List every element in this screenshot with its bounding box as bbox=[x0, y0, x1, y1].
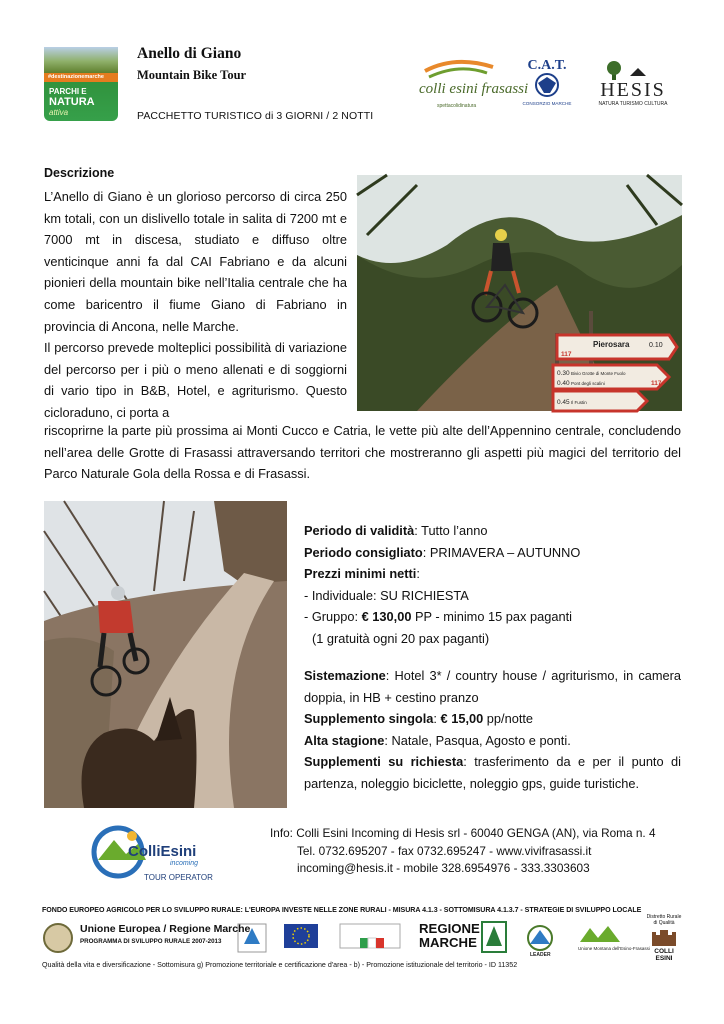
hesis-logo-sub: NATURA TURISMO CULTURA bbox=[598, 101, 668, 107]
package-description: PACCHETTO TURISTICO di 3 GIORNI / 2 NOTTI bbox=[137, 110, 374, 122]
contact-line-address: Info: Colli Esini Incoming di Hesis srl - 60040 GENGA (AN), via Roma n. 4 bbox=[270, 826, 656, 840]
group-suffix: PP - minimo 15 pax paganti bbox=[411, 609, 572, 625]
unione-montana-mountains-icon bbox=[580, 926, 620, 942]
sign-row-3-time: 0.45 bbox=[557, 399, 570, 406]
colli-logo-text: colli esini frasassi bbox=[419, 81, 529, 97]
validity-label: Periodo di validità bbox=[304, 523, 415, 538]
colli-esini-tour-operator-logo bbox=[88, 820, 218, 888]
eagle-shape bbox=[538, 77, 556, 93]
park-logo-line2: NATURA bbox=[49, 96, 95, 108]
prices-label: Prezzi minimi netti bbox=[304, 566, 417, 582]
suggested-period-label: Periodo consigliato bbox=[304, 544, 423, 560]
parchi-natura-logo bbox=[44, 47, 118, 121]
colli-esini-frasassi-logo bbox=[415, 53, 529, 115]
cyclist-trail-illustration bbox=[357, 175, 682, 411]
accommodation-label: Sistemazione bbox=[304, 668, 386, 683]
cat-logo-sub: CONSORZIO MARCHE bbox=[522, 101, 572, 106]
single-supplement-sep: : bbox=[433, 711, 441, 727]
park-logo-line3: attiva bbox=[49, 108, 69, 117]
regione-line1: REGIONE bbox=[419, 921, 480, 936]
regione-marche-logo bbox=[419, 922, 480, 950]
sun-icon bbox=[127, 831, 137, 841]
group-prefix: - Gruppo: bbox=[304, 609, 362, 625]
sign-row-1-time: 0.30 bbox=[557, 370, 570, 377]
individual-price: - Individuale: SU RICHIESTA bbox=[304, 587, 469, 603]
landscape-thumbnail bbox=[44, 47, 118, 73]
district-name: COLLI ESINI bbox=[654, 948, 674, 962]
unione-montana-label: Unione Montana dell'Esino-Frasassi bbox=[578, 946, 650, 951]
group-price-row bbox=[304, 606, 681, 628]
single-supplement-price: € 15,00 bbox=[440, 711, 484, 727]
high-season-value: : Natale, Pasqua, Agosto e ponti. bbox=[384, 732, 571, 748]
description-paragraph-3: riscoprirne la parte più prossima ai Monti Cucco e Catria, le vette più alte dell’Appennino centrale, concludendo nell’area delle Grotte di Frasassi attraversando territori che mostreranno gli aspetti più magici del territorio del Parco Naturale Gola della Rossa e di Frasassi. bbox=[44, 423, 681, 482]
eu-region-label: Unione Europea / Regione Marche bbox=[80, 923, 251, 935]
sign-top-time: 0.10 bbox=[649, 342, 663, 349]
accommodation-row bbox=[304, 665, 681, 708]
helmet-icon bbox=[111, 586, 125, 600]
cyclist-gravel-road-photo bbox=[44, 501, 287, 808]
sign-row-2-time: 0.40 bbox=[557, 380, 570, 387]
park-logo-line1: PARCHI E bbox=[49, 87, 87, 96]
helmet-icon bbox=[495, 229, 507, 241]
park-logo-hashtag: #destinazionemarche bbox=[44, 73, 118, 82]
validity-row bbox=[304, 520, 681, 542]
cat-logo-text: C.A.T. bbox=[527, 58, 567, 73]
cat-consorzio-logo bbox=[516, 53, 578, 111]
colli-logo-sub: spettacolidinatura bbox=[437, 103, 477, 109]
cyclist-trail-photo bbox=[357, 175, 682, 411]
route-number-right: 117 bbox=[651, 380, 662, 387]
description-paragraph-2: Il percorso prevede molteplici possibilità di variazione del percorso per i più o meno allenati e di soggiorni di vario tipo in B&B, Hotel, e agriturismo. Questo cicloraduno, ci porta a bbox=[44, 340, 347, 420]
single-supplement-label: Supplemento singola bbox=[304, 711, 434, 727]
rural-district-logo bbox=[645, 914, 683, 962]
prices-row bbox=[304, 563, 681, 585]
eu-fund-banner: FONDO EUROPEO AGRICOLO PER LO SVILUPPO RURALE: L'EUROPA INVESTE NELLE ZONE RURALI - MISURA 4.1.3 - SOTTOMISURA 4.1.3.7 - STRATEGIE DI SVILUPPO LOCALE bbox=[42, 906, 642, 914]
high-season-row bbox=[304, 730, 681, 752]
hesis-logo-text: HESIS bbox=[600, 79, 666, 101]
fund-measure-subline: Qualità della vita e diversificazione - Sottomisura g) Promozione territoriale e certificazione d'area - b) - Promozione istituzionale del territorio - ID 11352 bbox=[42, 961, 518, 969]
extras-row bbox=[304, 751, 681, 794]
tree-icon bbox=[607, 61, 621, 75]
rural-seal-icon bbox=[44, 924, 72, 952]
green-arc bbox=[429, 69, 487, 77]
tour-logo-sub: incoming bbox=[170, 860, 199, 867]
accommodation-details bbox=[304, 665, 681, 795]
description-heading: Descrizione bbox=[44, 166, 115, 180]
suggested-period-row bbox=[304, 542, 681, 564]
validity-value: : Tutto l’anno bbox=[414, 523, 488, 538]
suggested-period-value: : PRIMAVERA – AUTUNNO bbox=[422, 544, 581, 560]
package-details bbox=[304, 520, 681, 650]
single-supplement-row bbox=[304, 708, 681, 730]
regione-line2: MARCHE bbox=[419, 935, 477, 950]
building-icon bbox=[630, 68, 646, 76]
district-label: Distretto Rurale di Qualità bbox=[646, 914, 682, 926]
sign-row-1-label: Bivio Grotte di Monte Fuolo bbox=[571, 371, 626, 376]
sign-row-2-label: Pont degli scalini bbox=[571, 381, 605, 386]
group-price: € 130,00 bbox=[361, 609, 412, 625]
contact-line-phone: Tel. 0732.695207 - fax 0732.695247 - www.vivifrasassi.it bbox=[297, 843, 592, 858]
contact-info bbox=[270, 825, 656, 878]
high-season-label: Alta stagione bbox=[304, 732, 385, 748]
page-subtitle: Mountain Bike Tour bbox=[137, 68, 247, 82]
sign-row-3-label: Il Fustin bbox=[571, 400, 587, 405]
route-number-left: 117 bbox=[561, 351, 572, 358]
leader-label: LEADER bbox=[530, 952, 551, 958]
page-title: Anello di Giano bbox=[137, 45, 242, 62]
tour-logo-tag: TOUR OPERATOR bbox=[144, 873, 213, 882]
red-backpack bbox=[98, 601, 134, 633]
rural-program-label: PROGRAMMA DI SVILUPPO RURALE 2007-2013 bbox=[80, 938, 222, 945]
description-paragraph-1: L’Anello di Giano è un glorioso percorso di circa 250 km totali, con un dislivello totale in salita di 7200 mt e 7000 mt in discesa, studiato e diffuso oltre venticinque anni fa dal CAI Fabriano e da alcuni pionieri della mountain bike nell’Italia centrale che ha come baricentro il fiume Giano di Fabriano in provincia di Ancona, nelle Marche. bbox=[44, 189, 347, 334]
sign-top-label: Pierosara bbox=[593, 340, 630, 349]
extras-label: Supplementi su richiesta bbox=[304, 754, 464, 770]
tour-logo-name: ColliEsini bbox=[128, 843, 197, 860]
extras-value: : trasferimento da e per il punto di partenza, noleggio biciclette, noleggio gps, guide turistiche. bbox=[304, 754, 681, 791]
accommodation-value: : Hotel 3* / country house / agriturismo, in camera doppia, in HB + cestino pranzo bbox=[304, 668, 681, 705]
gravel-road-illustration bbox=[44, 501, 287, 808]
contact-line-email: incoming@hesis.it - mobile 328.6954976 - 333.3303603 bbox=[297, 861, 590, 875]
prices-colon: : bbox=[416, 566, 420, 582]
castle-icon bbox=[649, 926, 679, 946]
hesis-logo bbox=[586, 62, 680, 108]
single-supplement-suffix: pp/notte bbox=[483, 711, 534, 727]
group-note: (1 gratuità ogni 20 pax paganti) bbox=[312, 630, 490, 646]
